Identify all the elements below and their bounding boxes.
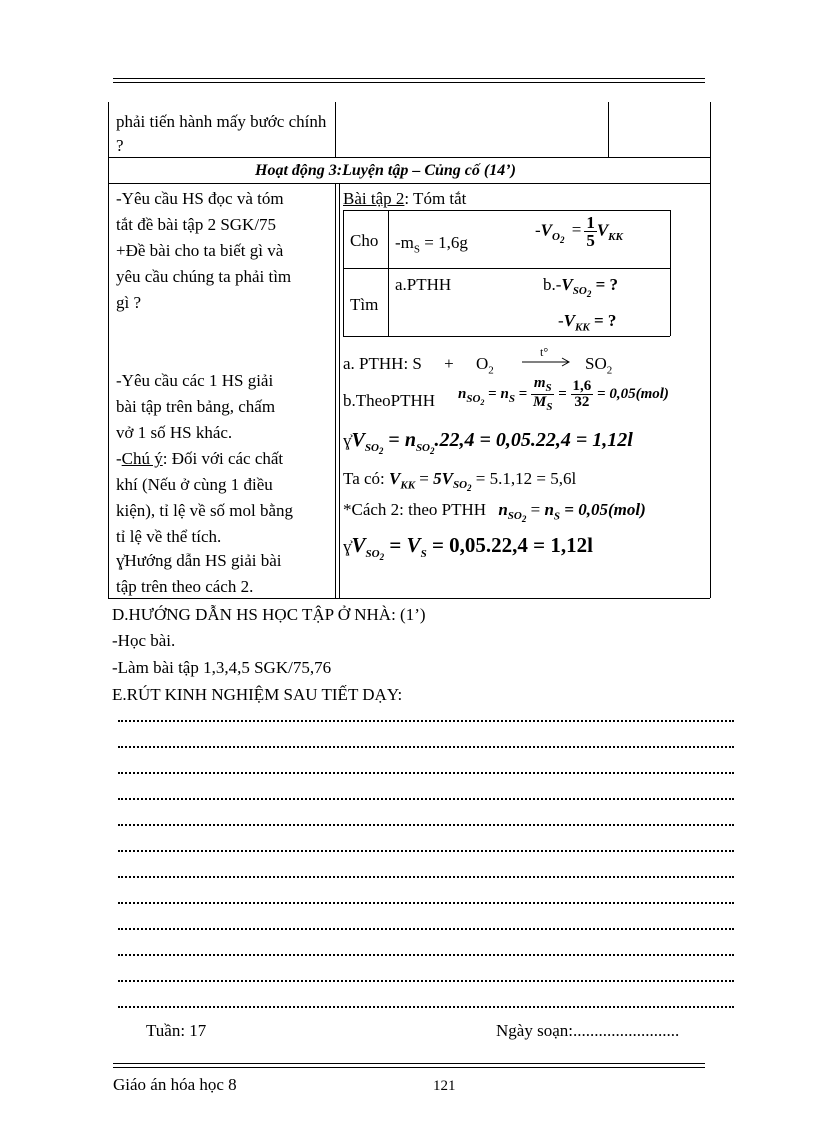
section-d-title: D.HƯỚNG DẪN HS HỌC TẬP Ở NHÀ: (1’) (112, 605, 426, 624)
writing-line (118, 980, 734, 982)
writing-line (118, 772, 734, 774)
table-divider-top (335, 102, 336, 157)
left-p2-line1: +Đề bài cho ta biết gì và (116, 241, 284, 260)
find-c-suffix: = ? (589, 311, 617, 330)
given-ms-sub: S (413, 243, 421, 256)
bullet-symbol: ɣ͐ (116, 551, 125, 570)
left-p4-line1: -Chú ý: Đối với các chất (116, 449, 284, 468)
given-vo2: $-V_{O_2}$ = $\frac{1}{5}$ $V_{KK}$ (535, 213, 623, 250)
top-row-text-content: phải tiến hành mấy bước chính ? (116, 112, 327, 155)
vso2-result: .22,4 = 0,05.22,4 = 1,12l (434, 429, 633, 451)
bt2-rest: : Tóm tắt (404, 189, 467, 208)
eq-plus: + (444, 354, 454, 373)
find-a: a.PTHH (395, 275, 452, 294)
cach2-eq: = 0,05(mol) (560, 500, 646, 519)
given-ms-m: -m (395, 233, 414, 252)
bt2-label: Bài tập 2 (343, 189, 405, 208)
writing-line (118, 720, 734, 722)
eq-prefix: a. PTHH: S (343, 354, 422, 373)
summary-box-div (388, 210, 389, 336)
writing-line (118, 876, 734, 878)
eq-so2: $SO_2$ (585, 354, 613, 377)
eq-so2-text: SO (585, 354, 607, 373)
value-fraction (571, 379, 594, 410)
writing-line (118, 902, 734, 904)
given-vo2-prefix: - (535, 220, 541, 240)
eq-temp: t° (540, 345, 549, 359)
writing-line (118, 798, 734, 800)
footer-rule (113, 1063, 705, 1068)
section-d-item1: -Học bài. (112, 631, 176, 650)
footer-title: Giáo án hóa học 8 (113, 1075, 237, 1094)
page-number: 121 (433, 1078, 456, 1094)
left-p1-line2: tắt đề bài tập 2 SGK/75 (116, 215, 277, 234)
table-row-line (108, 183, 710, 184)
writing-line (118, 850, 734, 852)
left-p3-line2: bài tập trên bảng, chấm (116, 397, 276, 416)
table-divider-top2 (608, 102, 609, 157)
b-theo-line (343, 392, 435, 409)
given-ms-val: = 1,6g (420, 233, 468, 252)
frac-m: m (533, 375, 546, 391)
bullet-symbol-2: ɣ͐ (343, 431, 352, 450)
week-label: Tuần: 17 (146, 1021, 207, 1040)
tim-label: Tìm (350, 295, 379, 314)
summary-box-left (343, 210, 344, 336)
find-b: $b.-V_{SO_2}$ = ? (543, 275, 619, 300)
cach2-label: *Cách 2: theo PTHH (343, 500, 487, 519)
table-row-line (108, 598, 710, 599)
chu-y-label: Chú ý (121, 449, 163, 468)
left-p4-line1-text: : Đối với các chất (162, 449, 284, 468)
taco-line: Ta có: $V_{KK} = 5V_{SO_2} = 5.1,12 = 5,6l$ (343, 469, 577, 494)
left-p1-line1: -Yêu cầu HS đọc và tóm (116, 189, 284, 208)
left-p4-line4: tỉ lệ về thể tích. (116, 527, 222, 546)
left-p5-line2: tập trên theo cách 2. (116, 577, 254, 596)
vso2-line: $ɣ͐V_{SO_2} = n_{SO_2}.22,4 = 0,05.22,4 = 1,12l$ (343, 429, 633, 457)
cho-label: Cho (350, 231, 379, 250)
table-border-left (108, 102, 109, 598)
frac-M: M (533, 394, 547, 410)
top-row-text (116, 110, 331, 158)
summary-box-top (343, 210, 670, 211)
reaction-arrow-icon (522, 357, 572, 367)
eq-o2: O (475, 354, 489, 373)
table-divider-mid2 (339, 183, 340, 598)
writing-line (118, 824, 734, 826)
left-p5-line1-text: Hướng dẫn HS giải bài (124, 551, 282, 570)
given-ms (395, 234, 468, 255)
one-fifth-fraction: $\frac{1}{5}$ (586, 213, 595, 250)
n-result: = 0,05(mol) (593, 385, 669, 402)
writing-line (118, 928, 734, 930)
activity-heading: Hoạt động 3:Luyện tập – Củng cố (14’) (255, 162, 516, 179)
final-eq: = 0,05.22,4 = 1,12l (426, 533, 593, 557)
find-c: $-V_{KK}$ = ? (558, 311, 617, 334)
table-border-right (710, 102, 711, 598)
reaction-equation: a. PTHH: $S + O_2$ (343, 354, 494, 377)
bt2-heading (343, 190, 466, 207)
writing-line (118, 746, 734, 748)
left-p3-line1: -Yêu cầu các 1 HS giải (116, 371, 274, 390)
summary-box-right (670, 210, 671, 336)
date-label: Ngày soạn:......................... (496, 1021, 680, 1040)
find-b-prefix: b.- (543, 275, 562, 294)
writing-line (118, 954, 734, 956)
taco-label: Ta có: (343, 469, 385, 488)
ms-over-Ms: $\frac{m_S}{M_S}$ (533, 375, 553, 413)
section-e-title: E.RÚT KINH NGHIỆM SAU TIẾT DẠY: (112, 685, 403, 704)
frac-val-num: 1,6 (572, 378, 592, 394)
n-calc: $n_{SO_2} = n_S$ = $\frac{m_S}{M_S}$ = $\frac{1,6}{32}$ = 0,05(mol) (458, 375, 669, 413)
summary-box-bottom (343, 336, 670, 337)
table-divider-mid (335, 183, 336, 598)
left-p2-line2: yêu cầu chúng ta phải tìm (116, 267, 292, 286)
find-b-suffix: = ? (591, 275, 619, 294)
summary-box-mid (343, 268, 670, 269)
cach2-line: *Cách 2: theo PTHH $n_{SO_2} = n_S = 0,05(mol)$ (343, 500, 646, 525)
final-line: $ɣ͐V_{SO_2} = V_S = 0,05.22,4 = 1,12l$ (343, 533, 593, 563)
left-p4-line2: khí (Nếu ở cùng 1 điều (116, 475, 273, 494)
left-p3-line3: vở 1 số HS khác. (116, 423, 233, 442)
writing-line (118, 1006, 734, 1008)
taco-eq: = 5.1,12 = 5,6l (471, 469, 577, 488)
left-p5-line1 (116, 552, 282, 569)
left-p2-line3: gì ? (116, 293, 142, 312)
section-d-item2: -Làm bài tập 1,3,4,5 SGK/75,76 (112, 658, 332, 677)
find-c-prefix: - (558, 311, 564, 330)
frac-val-den: 32 (574, 394, 590, 410)
left-p4-line3: kiện), tỉ lệ về số mol bằng (116, 501, 294, 520)
header-rule (113, 78, 705, 83)
b-theo-label: b.TheoPTHH (343, 391, 436, 410)
bullet-symbol-3: ɣ͐ (343, 537, 352, 556)
